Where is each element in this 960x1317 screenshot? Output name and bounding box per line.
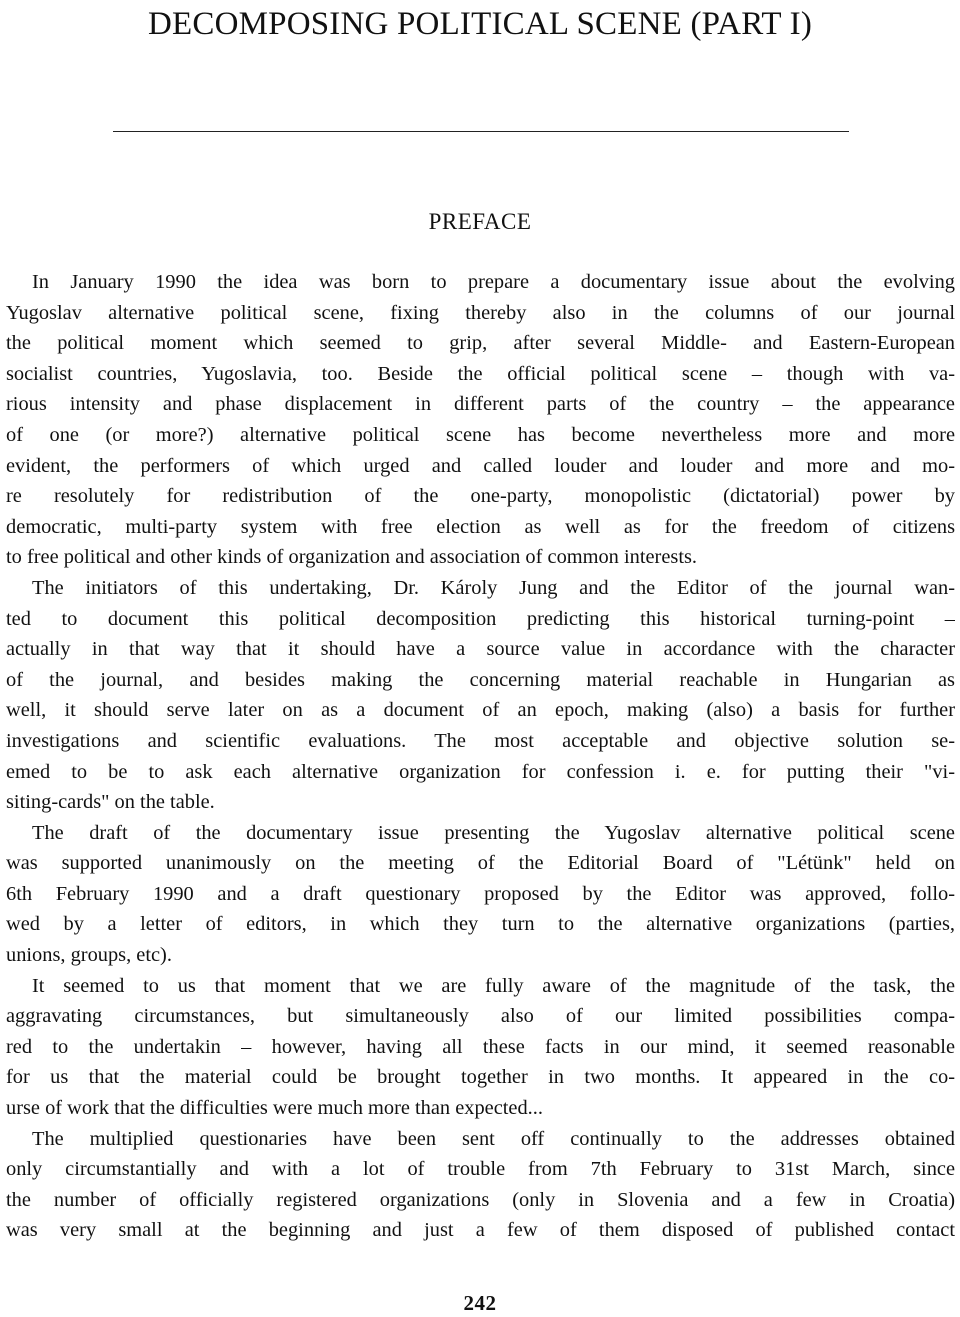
text-line: emed to be to ask each alternative organization for confession i. e. for putting their "vi- <box>6 760 955 783</box>
text-line: evident, the performers of which urged and called louder and louder and more and mo- <box>6 454 955 477</box>
text-line: ted to document this political decomposition predicting this historical turning-point – <box>6 607 955 630</box>
text-line: democratic, multi-party system with free election as well as for the freedom of citizens <box>6 515 955 538</box>
text-line: The draft of the documentary issue presenting the Yugoslav alternative political scene <box>32 821 955 844</box>
text-line: rious intensity and phase displacement in different parts of the country – the appearance <box>6 393 955 416</box>
text-line: wed by a letter of editors, in which they turn to the alternative organizations (parties, <box>6 913 955 936</box>
text-line: red to the undertakin – however, having all these facts in our mind, it seemed reasonable <box>6 1035 955 1058</box>
text-line: In January 1990 the idea was born to prepare a documentary issue about the evolving <box>32 271 955 293</box>
text-line: unions, groups, etc). <box>6 944 172 967</box>
text-line: It seemed to us that moment that we are fully aware of the magnitude of the task, the <box>32 974 955 997</box>
page-number: 242 <box>463 1291 497 1315</box>
text-line: for us that the material could be brought together in two months. It appeared in the co- <box>6 1066 955 1089</box>
text-line: re resolutely for redistribution of the one-party, monopolistic (dictatorial) power by <box>6 485 955 508</box>
section-title: PREFACE <box>428 209 532 234</box>
text-line: well, it should serve later on as a document of an epoch, making (also) a basis for further <box>6 699 955 722</box>
text-line: Yugoslav alternative political scene, fixing thereby also in the columns of our journal <box>6 301 955 324</box>
text-line: The multiplied questionaries have been sent off continually to the addresses obtained <box>32 1127 955 1150</box>
text-line: actually in that way that it should have a source value in accordance with the character <box>6 638 955 661</box>
text-line: investigations and scientific evaluations. The most acceptable and objective solution se- <box>6 729 955 752</box>
running-head: DECOMPOSING POLITICAL SCENE (PART I) <box>147 6 813 42</box>
text-line: the political moment which seemed to grip, after several Middle- and Eastern-European <box>6 332 955 355</box>
text-line: the number of officially registered organizations (only in Slovenia and a few in Croatia) <box>6 1188 955 1211</box>
text-line: to free political and other kinds of organization and association of common interests. <box>6 546 698 569</box>
text-line: of the journal, and besides making the concerning material reachable in Hungarian as <box>6 668 955 691</box>
text-line: urse of work that the difficulties were much more than expected... <box>6 1097 543 1120</box>
text-line: 6th February 1990 and a draft questionary proposed by the Editor was approved, follo- <box>6 882 955 905</box>
text-line: The initiators of this undertaking, Dr. Károly Jung and the Editor of the journal wan- <box>32 576 955 599</box>
text-line: was supported unanimously on the meeting of the Editorial Board of "Létünk" held on <box>6 852 955 875</box>
preface-body <box>6 267 955 1246</box>
header-rule <box>113 131 849 132</box>
text-line: only circumstantially and with a lot of trouble from 7th February to 31st March, since <box>6 1158 955 1181</box>
text-line: aggravating circumstances, but simultaneously also of our limited possibilities compa- <box>6 1005 955 1028</box>
text-line: siting-cards" on the table. <box>6 791 215 814</box>
text-line: socialist countries, Yugoslavia, too. Beside the official political scene – though with va- <box>6 362 955 385</box>
text-line: was very small at the beginning and just a few of them disposed of published contact <box>6 1219 955 1242</box>
text-line: of one (or more?) alternative political scene has become nevertheless more and more <box>6 423 955 446</box>
